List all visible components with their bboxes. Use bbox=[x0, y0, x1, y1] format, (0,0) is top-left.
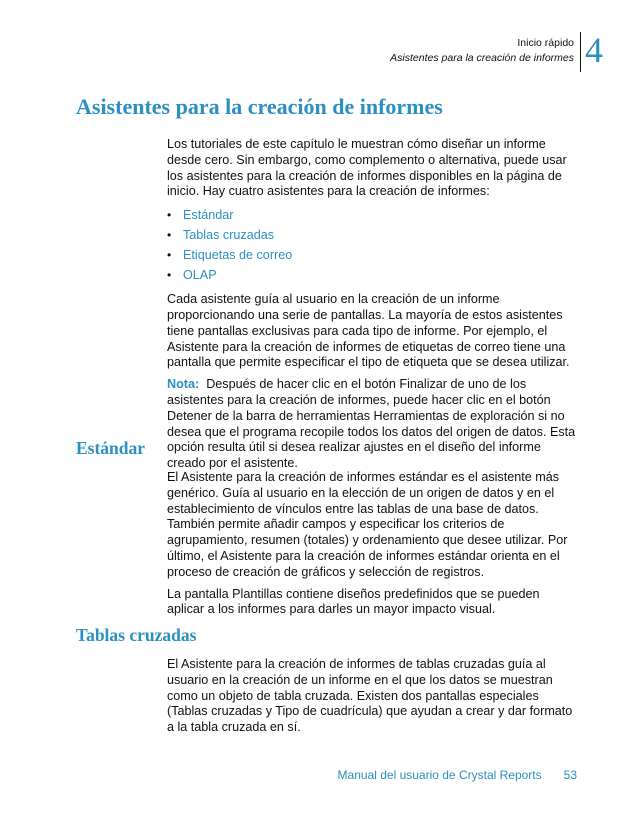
bullet-icon: • bbox=[167, 248, 172, 263]
page-title: Asistentes para la creación de informes bbox=[76, 94, 443, 119]
wizards-paragraph: Cada asistente guía al usuario en la creación de un informe proporcionando una serie de pantallas. La mayoría de estos asistentes tiene pantallas exclusivas para cada tipo de informe. Por ejemplo, el Asistente para la creación de informes de etiquetas de correo tiene una pantalla que permite especificar el tipo de etiqueta que se desea utilizar. bbox=[167, 292, 570, 370]
wizard-link-mailing-labels[interactable]: Etiquetas de correo bbox=[183, 248, 293, 263]
note-label: Nota: bbox=[167, 377, 200, 392]
crosstab-paragraph: El Asistente para la creación de informes de tablas cruzadas guía al usuario en la creación de un informe en el que los datos se muestran como un objeto de tabla cruzada. Existen dos pantallas especiales (Tablas cruzadas y Tipo de cuadrícula) que ayudan a crear y dar formato a la tabla cruzada en sí. bbox=[167, 657, 573, 735]
intro-block bbox=[167, 137, 577, 478]
header-subtitle: Asistentes para la creación de informes bbox=[390, 52, 574, 64]
list-item[interactable] bbox=[167, 246, 577, 266]
standard-block bbox=[167, 470, 577, 624]
intro-paragraph: Los tutoriales de este capítulo le muestran cómo diseñar un informe desde cero. Sin embargo, como complemento o alternativa, puede usar los asistentes para la creación de informes disponibles en la página de inicio. Hay cuatro asistentes para la creación de informes: bbox=[167, 137, 567, 199]
bullet-icon: • bbox=[167, 208, 172, 223]
note-paragraph bbox=[167, 377, 577, 472]
header-divider bbox=[580, 32, 581, 72]
wizard-link-crosstab[interactable]: Tablas cruzadas bbox=[183, 228, 275, 243]
section-heading-standard: Estándar bbox=[76, 438, 146, 458]
list-item[interactable] bbox=[167, 206, 577, 226]
running-header bbox=[390, 36, 574, 66]
list-item[interactable] bbox=[167, 226, 577, 246]
page-number: 53 bbox=[563, 768, 577, 782]
wizard-link-olap[interactable]: OLAP bbox=[183, 268, 217, 283]
footer-manual-title: Manual del usuario de Crystal Reports bbox=[337, 768, 542, 782]
header-section: Inicio rápido bbox=[517, 37, 574, 49]
section-heading-crosstab: Tablas cruzadas bbox=[76, 625, 197, 645]
wizard-list bbox=[167, 206, 577, 286]
page-footer bbox=[338, 768, 577, 782]
list-item[interactable] bbox=[167, 266, 577, 286]
bullet-icon: • bbox=[167, 268, 172, 283]
wizard-link-standard[interactable]: Estándar bbox=[183, 208, 234, 223]
crosstab-block bbox=[167, 657, 577, 742]
standard-paragraph-2: La pantalla Plantillas contiene diseños predefinidos que se pueden aplicar a los informes para darles un mayor impacto visual. bbox=[167, 586, 540, 617]
note-text: Después de hacer clic en el botón Finalizar de uno de los asistentes para la creación de informes, puede hacer clic en el botón Detener de la barra de herramientas Herramientas de exploración si no desea que el programa recopile todos los datos del origen de datos. Esta opción resulta útil si desea realizar ajustes en el diseño del informe creado por el asistente. bbox=[167, 377, 576, 471]
bullet-icon: • bbox=[167, 228, 172, 243]
chapter-number: 4 bbox=[585, 30, 603, 70]
standard-paragraph-1: El Asistente para la creación de informes estándar es el asistente más genérico. Guía al usuario en la elección de un origen de datos y en el establecimiento de vínculos entre las tablas de una base de datos. También permite añadir campos y especificar los criterios de agrupamiento, resumen (totales) y ordenamiento que desee utilizar. Por último, el Asistente para la creación de informes estándar orienta en el proceso de creación de gráficos y selección de registros. bbox=[167, 470, 568, 579]
